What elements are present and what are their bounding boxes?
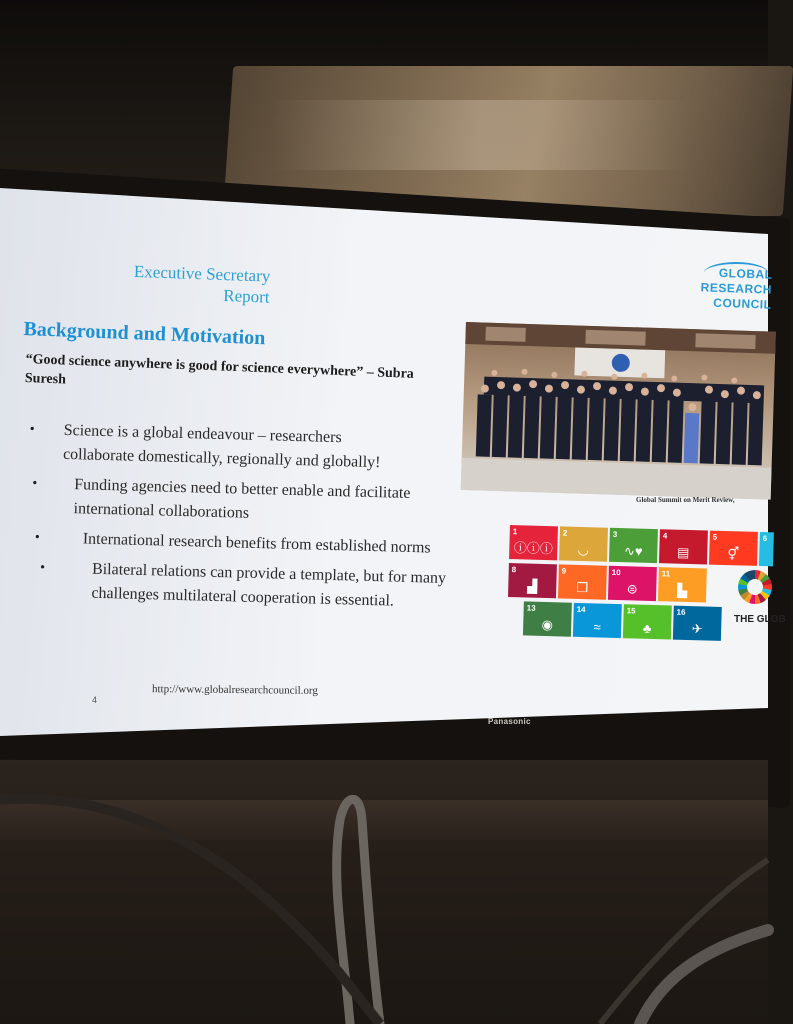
- sdg-tile-2: [559, 526, 608, 561]
- lamp-highlight: [270, 100, 690, 170]
- sdg-number: 8: [511, 565, 517, 575]
- footer-url: http://www.globalresearchcouncil.org: [151, 683, 318, 697]
- bullet-text: International research benefits from established norms: [82, 530, 431, 557]
- logo-line-1: GLOBAL: [718, 265, 773, 282]
- header-line-2: Report: [222, 286, 270, 307]
- bullet-list: [25, 418, 490, 622]
- bullet-text: Bilateral relations can provide a template, but for many challenges multilateral cooperation is essential.: [91, 560, 447, 610]
- page-number: 4: [92, 695, 98, 705]
- bullet-text: Science is a global endeavour – researchers collaborate domestically, regionally and globally!: [62, 421, 381, 472]
- sdg-tile-5: [709, 531, 758, 566]
- group-photo-image: [461, 322, 776, 500]
- sdg-tile-3: [609, 528, 658, 563]
- sdg-number: 13: [526, 603, 536, 613]
- book-icon: ▤: [676, 544, 690, 561]
- gender-icon: ⚥: [727, 546, 740, 562]
- bullet-dot-icon: •: [39, 560, 46, 576]
- header-line-1: Executive Secretary: [133, 261, 271, 286]
- sdg-number: 14: [576, 604, 586, 615]
- sdg-tile-4: [659, 529, 708, 564]
- global-goals-label: THE GLOB: [734, 614, 786, 625]
- slide-title: Background and Motivation: [23, 318, 266, 350]
- cables: [0, 760, 768, 1024]
- sdg-number: 2: [562, 528, 568, 538]
- heartbeat-icon: ∿♥: [623, 543, 643, 559]
- logo-line-2: RESEARCH: [700, 280, 773, 297]
- tree-icon: ♣: [642, 620, 652, 636]
- sdg-number: 4: [662, 531, 668, 541]
- bullet-item: [35, 526, 443, 561]
- eye-icon: ◉: [541, 616, 554, 633]
- bullet-item: [31, 472, 474, 532]
- sdg-wheel-icon: [738, 570, 772, 604]
- sdg-number: 10: [611, 567, 621, 578]
- cubes-icon: ❒: [576, 579, 589, 596]
- sdg-number: 9: [561, 566, 567, 576]
- slide-quote: “Good science anywhere is good for science everywhere” – Subra Suresh: [24, 351, 415, 388]
- sdg-tile-15: [623, 604, 672, 639]
- slide-header: [61, 258, 270, 307]
- group-photo: [461, 322, 776, 500]
- bullet-item: [29, 418, 394, 476]
- fish-icon: ≈: [593, 619, 601, 635]
- sdg-number: 1: [512, 527, 518, 537]
- sdg-tile-13: [523, 601, 572, 636]
- sdg-number: 16: [676, 607, 686, 617]
- city-icon: ▙: [677, 582, 688, 598]
- grc-logo: [671, 264, 773, 312]
- bullet-item: [39, 556, 492, 616]
- bowl-icon: ◡: [577, 541, 590, 558]
- bullet-dot-icon: •: [29, 421, 35, 438]
- sdg-tile-9: [558, 564, 607, 599]
- bullet-text: Funding agencies need to better enable and facilitate international collaborations: [73, 476, 411, 522]
- sdg-tile-14: [573, 603, 622, 638]
- sdg-tile-16: [673, 606, 722, 641]
- sdg-number: 3: [612, 529, 618, 539]
- sdg-tile-6: [759, 532, 774, 566]
- sdg-tile-11: [658, 567, 707, 602]
- sdg-tile-8: [508, 563, 557, 598]
- sdg-number: 5: [712, 532, 718, 542]
- sdg-tile-10: [608, 566, 657, 601]
- tv-brand-logo: Panasonic: [488, 717, 531, 726]
- growth-chart-icon: ▟: [527, 578, 538, 594]
- photo-caption: Global Summit on Merit Review,: [636, 496, 735, 504]
- logo-line-3: COUNCIL: [713, 295, 772, 312]
- bullet-dot-icon: •: [32, 476, 38, 492]
- family-icon: ⓘⓘⓘ: [513, 540, 554, 557]
- sdg-number: 15: [626, 606, 636, 616]
- sdg-number: 11: [661, 569, 671, 579]
- equality-icon: ⊜: [626, 581, 638, 597]
- sdg-tile-1: [509, 525, 558, 560]
- sdg-number: 6: [762, 534, 768, 544]
- bullet-dot-icon: •: [34, 530, 40, 546]
- dove-icon: ✈: [691, 621, 703, 637]
